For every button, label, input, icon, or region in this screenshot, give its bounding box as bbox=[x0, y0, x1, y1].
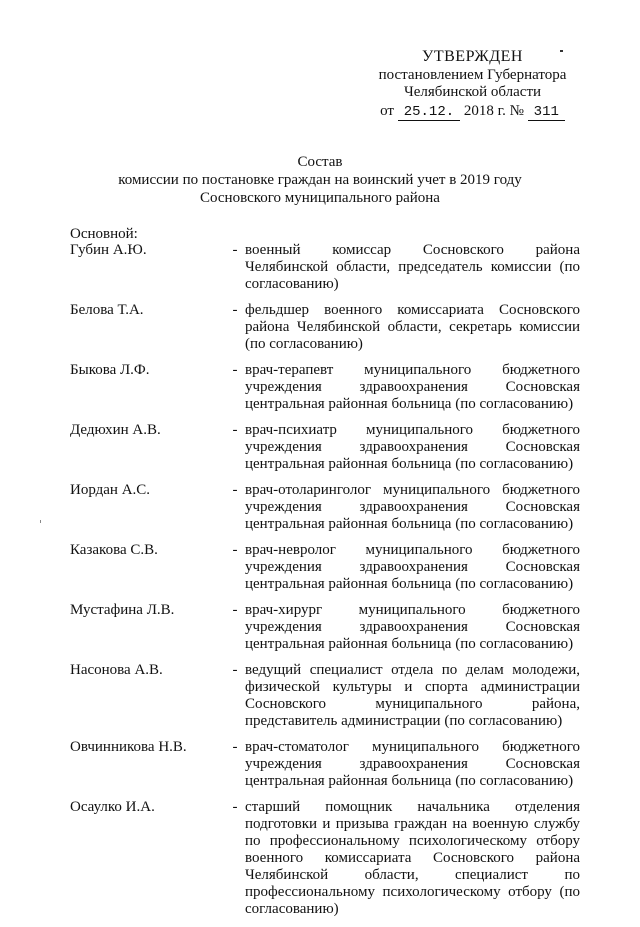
member-row bbox=[70, 422, 590, 473]
member-name: Мустафина Л.В. bbox=[70, 602, 175, 618]
member-row bbox=[70, 362, 590, 413]
member-dash: - bbox=[232, 242, 238, 258]
member-role: старший помощник начальника отделения подготовки и призыва граждан на военную службу по профессиональному психологическому отбору военного комиссариата Сосновского района Челябинской области, специалист по профессиональному психологическому отбору (по согласованию) bbox=[245, 799, 580, 917]
member-dash: - bbox=[232, 542, 238, 558]
approval-stamp-block bbox=[365, 48, 580, 121]
document-number: 311 bbox=[528, 105, 565, 121]
member-role: врач-хирург муниципального бюджетного учреждения здравоохранения Сосновская центральная районная больница (по согласованию) bbox=[245, 602, 580, 652]
member-name: Осаулко И.А. bbox=[70, 799, 155, 815]
approval-line-1: постановлением Губернатора bbox=[378, 67, 567, 83]
approval-line-2: Челябинской области bbox=[403, 84, 542, 100]
member-role: военный комиссар Сосновского района Челябинской области, председатель комиссии (по согласованию) bbox=[245, 242, 580, 292]
heading-line-3: Сосновского муниципального района bbox=[200, 190, 440, 206]
member-dash: - bbox=[232, 482, 238, 498]
member-row bbox=[70, 302, 590, 353]
member-name: Быкова Л.Ф. bbox=[70, 362, 150, 378]
heading-line-1: Состав bbox=[297, 154, 343, 170]
document-heading bbox=[0, 153, 640, 207]
member-list bbox=[70, 242, 590, 927]
member-dash: - bbox=[232, 662, 238, 678]
member-dash: - bbox=[232, 602, 238, 618]
member-name: Казакова С.В. bbox=[70, 542, 158, 558]
member-name: Насонова А.В. bbox=[70, 662, 163, 678]
member-name: Овчинникова Н.В. bbox=[70, 739, 187, 755]
member-name: Дедюхин А.В. bbox=[70, 422, 161, 438]
member-role: ведущий специалист отдела по делам молодежи, физической культуры и спорта администрации Сосновского муниципального района, представитель администрации (по согласованию) bbox=[245, 662, 580, 729]
member-name: Губин А.Ю. bbox=[70, 242, 147, 258]
member-row bbox=[70, 482, 590, 533]
member-row bbox=[70, 739, 590, 790]
member-role: врач-психиатр муниципального бюджетного учреждения здравоохранения Сосновская центральная районная больница (по согласованию) bbox=[245, 422, 580, 472]
date-value: 25.12. bbox=[398, 105, 460, 121]
member-dash: - bbox=[232, 362, 238, 378]
member-row bbox=[70, 542, 590, 593]
member-row bbox=[70, 799, 590, 918]
member-row bbox=[70, 602, 590, 653]
date-suffix: 2018 г. № bbox=[463, 103, 524, 119]
member-row bbox=[70, 662, 590, 730]
member-name: Белова Т.А. bbox=[70, 302, 144, 318]
member-role: врач-терапевт муниципального бюджетного учреждения здравоохранения Сосновская центральная районная больница (по согласованию) bbox=[245, 362, 580, 412]
member-dash: - bbox=[232, 302, 238, 318]
member-role: врач-невролог муниципального бюджетного учреждения здравоохранения Сосновская центральная районная больница (по согласованию) bbox=[245, 542, 580, 592]
date-prefix: от bbox=[380, 103, 394, 119]
member-dash: - bbox=[232, 422, 238, 438]
member-dash: - bbox=[232, 799, 238, 815]
member-role: фельдшер военного комиссариата Сосновского района Челябинской области, секретарь комиссии (по согласованию) bbox=[245, 302, 580, 352]
member-dash: - bbox=[232, 739, 238, 755]
approval-title: УТВЕРЖДЕН bbox=[422, 48, 523, 65]
heading-line-2: комиссии по постановке граждан на воинский учет в 2019 году bbox=[118, 172, 522, 188]
member-row bbox=[70, 242, 590, 293]
scan-speck bbox=[40, 520, 41, 523]
member-name: Иордан А.С. bbox=[70, 482, 151, 498]
section-label: Основной: bbox=[70, 226, 138, 242]
member-role: врач-отоларинголог муниципального бюджетного учреждения здравоохранения Сосновская центральная районная больница (по согласованию) bbox=[245, 482, 580, 532]
approval-date-line bbox=[365, 103, 580, 121]
member-role: врач-стоматолог муниципального бюджетного учреждения здравоохранения Сосновская центральная районная больница (по согласованию) bbox=[245, 739, 580, 789]
